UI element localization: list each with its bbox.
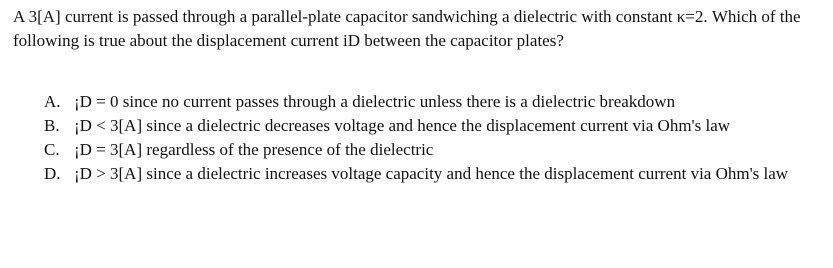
option-b xyxy=(44,114,814,138)
option-letter: A. xyxy=(44,92,61,111)
option-text: ¡D = 3[A] regardless of the presence of the dielectric xyxy=(74,140,434,159)
option-text: ¡D < 3[A] since a dielectric decreases voltage and hence the displacement current via Ohm's law xyxy=(74,116,731,135)
option-c xyxy=(44,138,814,162)
question-text: A 3[A] current is passed through a parallel-plate capacitor sandwiching a dielectric with constant κ=2. Which of the following is true about the displacement current iD between the capacitor plates? xyxy=(13,7,801,50)
answer-options xyxy=(44,90,814,186)
option-letter: C. xyxy=(44,140,60,159)
option-letter: B. xyxy=(44,116,60,135)
option-text: ¡D = 0 since no current passes through a dielectric unless there is a dielectric breakdown xyxy=(74,92,676,111)
option-text: ¡D > 3[A] since a dielectric increases voltage capacity and hence the displacement current via Ohm's law xyxy=(74,164,789,183)
option-a xyxy=(44,90,814,114)
option-letter: D. xyxy=(44,164,61,183)
option-d xyxy=(44,162,814,186)
